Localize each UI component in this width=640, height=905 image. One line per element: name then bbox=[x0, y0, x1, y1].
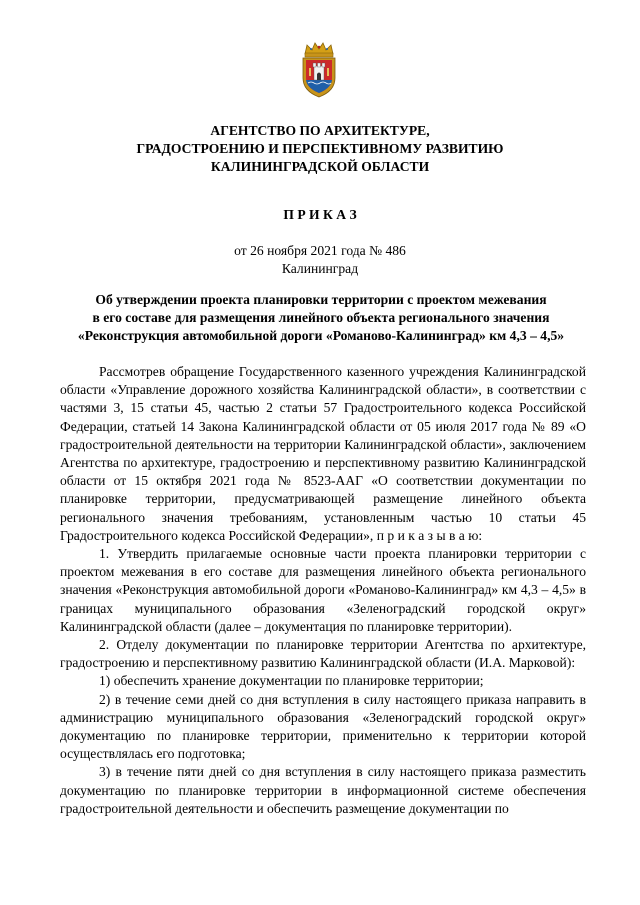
paragraph-item-1: 1. Утвердить прилагаемые основные части проекта планировки территории с проектом межевания в его составе для размещения линейного объекта регионального значения «Реконструкция автомобильной дороги «Романово-Калининград» км 4,3 – 4,5» в границах муниципального образования «Зеленоградский городской округ» Калининградской области (далее – документация по планировке территории). bbox=[60, 546, 586, 634]
paragraph-subitem-3: 3) в течение пяти дней со дня вступления в силу настоящего приказа разместить документацию по планировке территории в информационной системе обеспечения градостроительной деятельности и обеспечить размещение документации по bbox=[60, 764, 586, 816]
subject-line-2: в его составе для размещения линейного объекта регионального значения bbox=[92, 310, 550, 325]
paragraph-item-2: 2. Отделу документации по планировке территории Агентства по архитектуре, градостроению и перспективному развитию Калининградской области (И.А. Марковой): bbox=[60, 637, 586, 671]
subject-line-3: «Реконструкция автомобильной дороги «Романово-Калининград» км 4,3 – 4,5» bbox=[77, 328, 565, 343]
subject-line-1: Об утверждении проекта планировки территории с проектом межевания bbox=[95, 292, 547, 307]
agency-name-line-3: КАЛИНИНГРАДСКОЙ ОБЛАСТИ bbox=[210, 159, 430, 174]
order-title: П Р И К А З bbox=[283, 207, 357, 222]
order-city: Калининград bbox=[281, 261, 359, 276]
paragraph-subitem-2: 2) в течение семи дней со дня вступления в силу настоящего приказа направить в администрацию муниципального образования «Зеленоградский городской округ» документацию по планировке территории, применительно к территории которой осуществлялась его подготовка; bbox=[60, 691, 586, 762]
agency-name-line-2: ГРАДОСТРОЕНИЮ И ПЕРСПЕКТИВНОМУ РАЗВИТИЮ bbox=[136, 141, 504, 156]
agency-name bbox=[60, 122, 580, 176]
kaliningrad-coat-of-arms-icon bbox=[297, 42, 341, 98]
order-meta bbox=[60, 242, 580, 278]
order-subject bbox=[56, 291, 586, 345]
order-date-number: от 26 ноября 2021 года № 486 bbox=[234, 243, 406, 258]
order-body bbox=[60, 363, 586, 818]
paragraph-subitem-1: 1) обеспечить хранение документации по планировке территории; bbox=[99, 673, 484, 689]
agency-name-line-1: АГЕНТСТВО ПО АРХИТЕКТУРЕ, bbox=[210, 123, 430, 138]
paragraph-preamble: Рассмотрев обращение Государственного казенного учреждения Калининградской области «Управление дорожного хозяйства Калининградской области», в соответствии с частями 3, 15 статьи 45, частью 2 статьи 57 Градостроительного кодекса Российской Федерации, статьей 14 Закона Калининградской области от 05 июля 2017 года № 89 «О градостроительной деятельности на территории Калининградской области», заключением Агентства по архитектуре, градостроению и перспективному развитию Калининградской области от 15 октября 2021 года № 8523-ААГ «О соответствии документации по планировке территории, предусматривающей размещение линейного объекта регионального значения требованиям, установленным частью 10 статьи 45 Градостроительного кодекса Российской Федерации», п р и к а з ы в а ю: bbox=[60, 364, 586, 543]
